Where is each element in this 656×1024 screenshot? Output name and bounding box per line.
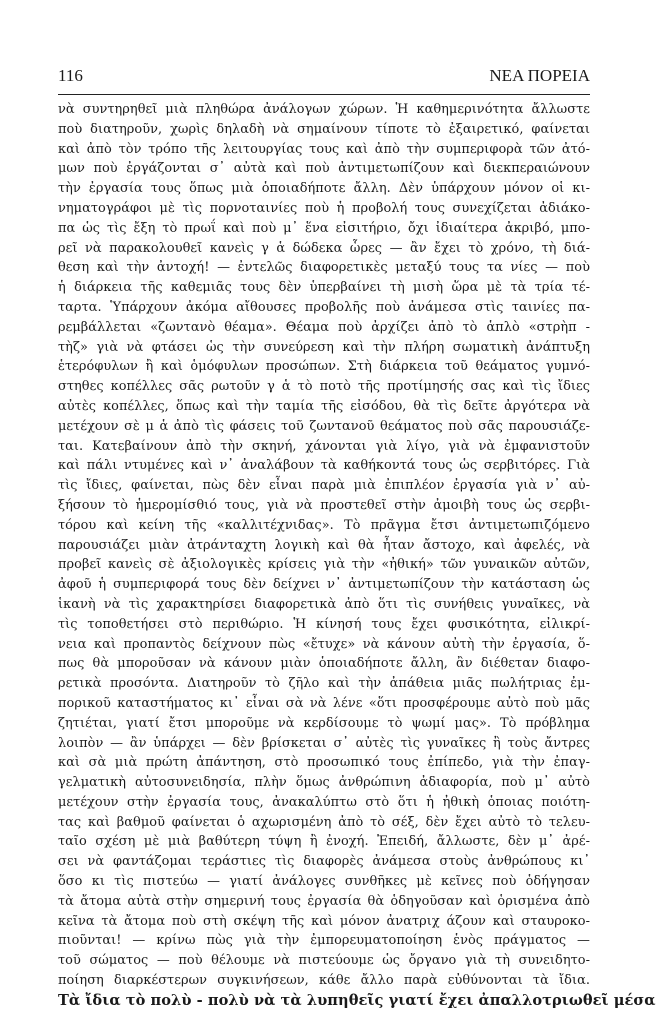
text-line: ξήσουν τὸ ἡμερομίσθιό τους, γιὰ νὰ προστεθεῖ στὴν ἀμοιβὴ τους ὡς σερβι- [58,497,590,513]
text-line: ὅσο κι τὶς πιστεύω — γιατί ἀνάλογες συνθῆκες μὲ κεῖνες ποὺ ὁδήγησαν [58,874,590,890]
final-text-line: Τὰ ἴδια τὸ πολὺ - πολὺ νὰ τὰ λυπηθεῖς γιατί ἔχει ἀπαλλοτριωθεῖ μέσα [58,991,656,1009]
text-line: παρουσιάζει μιὰν ἀτράνταχτη λογικὴ καὶ θὰ ἦταν ἄστοχο, καὶ ἀφελές, νὰ [58,537,590,553]
page-number: 116 [58,66,83,85]
text-line: τὰ ἄτομα αὐτὰ στὴν σημερινή τους ἐργασία θὰ ὁδηγοῦσαν καὶ ὁρισμένα ἀπὸ [58,893,590,909]
text-line: ρετικὰ προσόντα. Διατηροῦν τὸ ζῆλο καὶ τὴν ἀπάθεια μιᾶς πωλήτριας ἐμ- [58,676,590,692]
text-line: πως θὰ μποροῦσαν νὰ κάνουν μιὰν ὁποιαδήποτε ἄλλη, ἂν διέθεταν διαφο- [58,656,590,672]
text-line: σει νὰ φαντάζομαι τεράστιες τὶς διαφορὲς ἀνάμεσα στοὺς ἀνθρώπους κι᾽ [58,854,590,870]
text-line: μων ποὺ ἐργάζονται σ᾽ αὐτὰ καὶ ποὺ ἀντιμετωπίζουν καὶ διεκπεραιώνουν [58,161,590,177]
text-line: ἡ διάρκεια τῆς καθεμιᾶς τους δὲν ὑπερβαίνει τὴ μισὴ ὥρα μὲ τὰ τρία τέ- [58,280,590,296]
text-line: νηματογράφοι μὲ τὶς πορνοταινίες ποὺ ἡ προβολή τους συνεχίζεται ἀδιάκο- [58,200,590,216]
text-line: ἱκανὴ νὰ τὶς χαρακτηρίσει διαφορετικὰ ἀπὸ ὅτι τὶς συνήθεις γυναῖκες, νὰ [58,596,590,612]
text-line: καὶ ἀπὸ τὸν τρόπο τῆς λειτουργίας τους καὶ ἀπὸ τὴν συμπεριφορὰ τῶν ἀτό- [58,141,590,157]
text-line: ποίηση διαρκέστερων συγκινήσεων, κάθε ἄλλο παρὰ εὐθύνονται τὰ ἴδια. [58,973,590,989]
text-line: μετέχουν σὲ μ ἁ ἀπὸ τὶς φάσεις τοῦ ζωντανοῦ θεάματος ποὺ σᾶς παρουσιάζε- [58,418,590,434]
text-line: πορικοῦ καταστήματος κι᾽ εἶναι σὰ νὰ λένε «ὅτι προσφέρουμε αὐτὸ ποὺ μᾶς [58,695,590,711]
text-line: ταρτα. Ὑπάρχουν ἀκόμα αἴθουσες προβολῆς ποὺ ἀνάμεσα στὶς ταινίες πα- [58,299,590,315]
text-line: στηθες κοπέλλες σᾶς ρωτοῦν γ ἁ τὸ ποτὸ τῆς προτίμησής σας καὶ τὶς ἴδιες [58,379,590,395]
text-line: θεση καὶ τὴν ἀντοχή! — ἐντελῶς διαφορετικὲς μεταξύ τους τα νίες — ποὺ [58,260,590,276]
text-line: πιοῦνται! — κρίνω πὼς γιὰ τὴν ἐμπορευματοποίηση ἑνὸς πράγματος — [58,933,590,949]
text-line: πα ὡς τὶς ἔξη τὸ πρωΐ καὶ ποὺ μ᾽ ἕνα εἰσιτήριο, ὄχι ἰδιαίτερα ἀκριβό, μπο- [58,220,590,236]
text-line: προβεῖ κανεὶς σὲ ἀξιολογικὲς κρίσεις γιὰ τὴν «ἠθική» τῶν γυναικῶν αὐτῶν, [58,557,590,573]
text-line: ταῖο σχέση μὲ μιὰ βαθύτερη τύψη ἢ ἐνοχή. Ἐπειδή, ἄλλωστε, δὲν μ᾽ ἀρέ- [58,834,590,850]
text-line: ζητιέται, γιατί ἔτσι μποροῦμε νὰ κερδίσουμε τὸ ψωμί μας». Τὸ πρόβλημα [58,715,590,731]
text-line: κεῖνα τὰ ἄτομα ποὺ στὴ σκέψη τῆς καὶ μόνον ἀνατριχ άζουν καὶ σταυροκο- [58,913,590,929]
text-line: γελματικὴ αὐτοσυνειδησία, πλὴν ὅμως ἀνθρώπινη ἀδιαφορία, ποὺ μ᾽ αὐτὸ [58,775,590,791]
text-line: καὶ σὰ μιὰ πρώτη ἀπάντηση, στὸ προσωπικό τους ἐπίπεδο, γιὰ τὴν ἐπαγ- [58,755,590,771]
text-line: ἑτερόφυλων ἢ καὶ ὁμόφυλων προσώπων. Στὴ διάρκεια τοῦ θεάματος γυμνό- [58,359,590,375]
text-line: λοιπὸν — ἂν ὑπάρχει — δὲν βρίσκεται σ᾽ αὐτὲς τὶς γυναῖκες ἢ τοὺς ἄντρες [58,735,590,751]
header-rule [58,94,590,95]
text-line: μετέχουν στὴν ἐργασία τους, ἀνακαλύπτω στὸ ὅτι ἡ ἠθικὴ ὁποιας ποιότη- [58,794,590,810]
page-header [58,66,590,94]
text-line: τὶς ἴδιες, φαίνεται, πὼς δὲν εἶναι παρὰ μιὰ ἐπιπλέον ἐργασία γιὰ ν᾽ αὐ- [58,478,590,494]
text-line: τὴν ἐργασία τους ὅπως μιὰ ὁποιαδήποτε ἄλλη. Δὲν ὑπάρχουν μόνον οἱ κι- [58,181,590,197]
text-line: καὶ πάλι ντυμένες καὶ ν᾽ ἀναλάβουν τὰ καθήκοντά τους ὡς σερβιτόρες. Γιὰ [58,458,590,474]
text-line: τὴζ» γιὰ νὰ φτάσει ὡς τὴν συνεύρεση καὶ τὴν πλήρη σωματικὴ ἀνάπτυξη [58,339,590,355]
text-line: τοῦ σώματος — ποὺ θέλουμε νὰ πιστεύουμε ὡς ὄργανο γιὰ τὴ συνειδητο- [58,953,590,969]
text-line: νεια καὶ προπαντὸς δείχνουν πὼς «ἔτυχε» νὰ κάνουν αὐτὴ τὴν ἐργασία, ὅ- [58,636,590,652]
text-line: τὶς τοποθετήσει στὸ περιθώριο. Ἡ κίνησή τους ἔχει φυσικότητα, εἰλικρί- [58,616,590,632]
text-line: αὐτὲς κοπέλλες, ὅπως καὶ τὴν ταμία τῆς εἰσόδου, θὰ τὶς δεῖτε ἀργότερα νὰ [58,398,590,414]
body-text [58,100,656,1011]
running-title: ΝΕΑ ΠΟΡΕΙΑ [489,66,590,85]
text-line: ρεῖ νὰ παρακολουθεῖ κανεὶς γ ἁ δώδεκα ὧρες — ἂν ἔχει τὸ χρόνο, τὴ διά- [58,240,590,256]
text-line: ρεμβάλλεται «ζωντανὸ θέαμα». Θέαμα ποὺ ἀρχίζει ἀπὸ τὸ ἁπλὸ «στρὴπ - [58,319,590,335]
text-line: τας καὶ βαθμοῦ φαίνεται ὁ αχωρισμένη ἀπὸ τὸ σέξ, δὲν ἔχει αὐτὸ τὸ τελευ- [58,814,590,830]
text-line: ται. Κατεβαίνουν ἀπὸ τὴν σκηνή, χάνονται γιὰ λίγο, γιὰ νὰ ἐμφανιστοῦν [58,438,590,454]
text-line: ἀφοῦ ἡ συμπεριφορά τους δὲν δείχνει ν᾽ ἀντιμετωπίζουν τὴν κατάσταση ὡς [58,577,590,593]
text-line: ποὺ διατηροῦν, χωρὶς δηλαδὴ νὰ σημαίνουν τίποτε τὸ ἐξαιρετικό, φαίνεται [58,121,590,137]
text-line: νὰ συντηρηθεῖ μιὰ πληθώρα ἀνάλογων χώρων. Ἡ καθημερινότητα ἄλλωστε [58,102,590,117]
text-line: τόρου καὶ κείνη τῆς «καλλιτέχνιδας». Τὸ πρᾶγμα ἔτσι ἀντιμετωπιζόμενο [58,517,590,533]
